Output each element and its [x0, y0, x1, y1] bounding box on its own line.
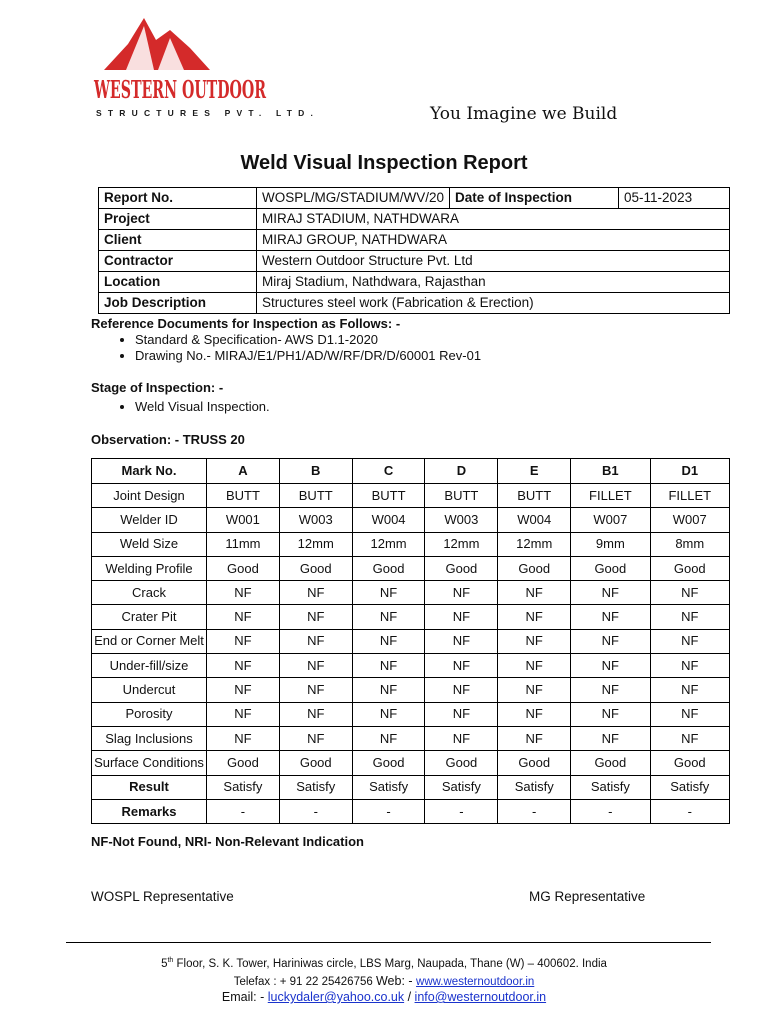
- observation-cell: 12mm: [425, 532, 498, 556]
- mark-column-header: C: [352, 459, 425, 484]
- observation-cell: -: [571, 799, 650, 823]
- observation-cell: NF: [498, 605, 571, 629]
- date-value: 05-11-2023: [619, 188, 730, 209]
- observation-cell: NF: [352, 629, 425, 653]
- observation-cell: NF: [498, 726, 571, 750]
- info-row: [99, 272, 730, 293]
- observation-cell: NF: [425, 678, 498, 702]
- observation-cell: NF: [425, 581, 498, 605]
- observation-cell: NF: [650, 629, 729, 653]
- report-no-value: WOSPL/MG/STADIUM/WV/20: [257, 188, 450, 209]
- observation-cell: NF: [207, 678, 280, 702]
- observation-cell: BUTT: [352, 484, 425, 508]
- observation-cell: NF: [571, 629, 650, 653]
- observation-cell: NF: [425, 654, 498, 678]
- observation-cell: Good: [498, 556, 571, 580]
- stage-heading: Stage of Inspection: -: [91, 380, 224, 395]
- observation-row: [92, 629, 730, 653]
- observation-row: [92, 484, 730, 508]
- observation-row: [92, 556, 730, 580]
- observation-cell: -: [279, 799, 352, 823]
- observation-cell: NF: [352, 702, 425, 726]
- observation-cell: NF: [650, 702, 729, 726]
- legend-note: NF-Not Found, NRI- Non-Relevant Indication: [91, 834, 364, 849]
- observation-row: [92, 775, 730, 799]
- report-no-label: Report No.: [99, 188, 257, 209]
- reference-heading: Reference Documents for Inspection as Follows: -: [91, 316, 401, 331]
- footer-email: [0, 990, 768, 1004]
- observation-cell: Good: [571, 556, 650, 580]
- observation-cell: 8mm: [650, 532, 729, 556]
- observation-heading: Observation: - TRUSS 20: [91, 432, 245, 447]
- observation-cell: NF: [650, 678, 729, 702]
- observation-cell: NF: [279, 702, 352, 726]
- report-title: Weld Visual Inspection Report: [240, 152, 528, 174]
- row-label: Welder ID: [92, 508, 207, 532]
- row-label: Result: [92, 775, 207, 799]
- row-label: Crack: [92, 581, 207, 605]
- observation-cell: -: [207, 799, 280, 823]
- mark-column-header: B: [279, 459, 352, 484]
- observation-cell: Good: [207, 751, 280, 775]
- date-label: Date of Inspection: [450, 188, 619, 209]
- observation-cell: NF: [498, 678, 571, 702]
- mark-column-header: D1: [650, 459, 729, 484]
- observation-cell: Good: [279, 556, 352, 580]
- observation-cell: NF: [352, 726, 425, 750]
- info-value: MIRAJ GROUP, NATHDWARA: [257, 230, 730, 251]
- tent-logo-icon: [92, 14, 272, 114]
- stage-list: [91, 399, 270, 415]
- observation-row: [92, 605, 730, 629]
- observation-cell: BUTT: [207, 484, 280, 508]
- info-row: [99, 251, 730, 272]
- row-label: Welding Profile: [92, 556, 207, 580]
- observation-cell: NF: [279, 726, 352, 750]
- logo-subtitle: STRUCTURES PVT. LTD.: [96, 108, 320, 118]
- observation-cell: Satisfy: [650, 775, 729, 799]
- observation-cell: Good: [571, 751, 650, 775]
- observation-cell: NF: [352, 581, 425, 605]
- row-label: Joint Design: [92, 484, 207, 508]
- observation-cell: 12mm: [279, 532, 352, 556]
- observation-cell: 11mm: [207, 532, 280, 556]
- observation-cell: W007: [571, 508, 650, 532]
- email-label: Email: -: [221, 990, 268, 1004]
- info-label: Client: [99, 230, 257, 251]
- observation-cell: -: [650, 799, 729, 823]
- row-label: Undercut: [92, 678, 207, 702]
- observation-row: [92, 751, 730, 775]
- company-tagline: You Imagine we Build: [430, 104, 618, 124]
- observation-cell: NF: [279, 629, 352, 653]
- observation-cell: NF: [571, 654, 650, 678]
- observation-cell: NF: [352, 678, 425, 702]
- observation-cell: FILLET: [650, 484, 729, 508]
- observation-cell: Satisfy: [498, 775, 571, 799]
- website-link[interactable]: www.westernoutdoor.in: [416, 976, 535, 988]
- observation-cell: Satisfy: [571, 775, 650, 799]
- info-label: Location: [99, 272, 257, 293]
- mark-no-header: Mark No.: [92, 459, 207, 484]
- observation-cell: Good: [650, 556, 729, 580]
- observation-row: [92, 702, 730, 726]
- reference-item: • Drawing No.- MIRAJ/E1/PH1/AD/W/RF/DR/D/60001 Rev-01: [135, 348, 481, 364]
- observation-cell: Good: [650, 751, 729, 775]
- observation-cell: NF: [498, 581, 571, 605]
- observation-cell: 9mm: [571, 532, 650, 556]
- observation-cell: NF: [207, 654, 280, 678]
- observation-cell: Good: [352, 751, 425, 775]
- observation-cell: NF: [650, 726, 729, 750]
- observation-cell: W003: [279, 508, 352, 532]
- observation-cell: NF: [279, 654, 352, 678]
- observation-cell: BUTT: [498, 484, 571, 508]
- info-value: Western Outdoor Structure Pvt. Ltd: [257, 251, 730, 272]
- row-label: End or Corner Melt: [92, 629, 207, 653]
- observation-cell: Satisfy: [352, 775, 425, 799]
- observation-cell: Good: [352, 556, 425, 580]
- observation-row: [92, 726, 730, 750]
- email-link-2[interactable]: info@westernoutdoor.in: [414, 990, 547, 1004]
- observation-cell: Good: [498, 751, 571, 775]
- observation-cell: W007: [650, 508, 729, 532]
- observation-cell: NF: [571, 678, 650, 702]
- observation-cell: NF: [425, 629, 498, 653]
- row-label: Remarks: [92, 799, 207, 823]
- observation-header-row: [92, 459, 730, 484]
- observation-row: [92, 799, 730, 823]
- observation-cell: 12mm: [352, 532, 425, 556]
- observation-cell: NF: [498, 629, 571, 653]
- observation-cell: NF: [425, 605, 498, 629]
- floor-number: 5: [161, 957, 168, 970]
- observation-cell: NF: [425, 726, 498, 750]
- observation-cell: NF: [571, 726, 650, 750]
- observation-row: [92, 654, 730, 678]
- row-label: Under-fill/size: [92, 654, 207, 678]
- observation-cell: NF: [352, 654, 425, 678]
- observation-cell: NF: [279, 581, 352, 605]
- observation-cell: 12mm: [498, 532, 571, 556]
- info-row: [99, 188, 730, 209]
- observation-cell: W001: [207, 508, 280, 532]
- observation-cell: NF: [498, 702, 571, 726]
- observation-cell: Satisfy: [425, 775, 498, 799]
- row-label: Slag Inclusions: [92, 726, 207, 750]
- observation-cell: NF: [207, 702, 280, 726]
- observation-cell: NF: [425, 702, 498, 726]
- observation-row: [92, 532, 730, 556]
- observation-cell: -: [498, 799, 571, 823]
- footer-address: [0, 957, 768, 970]
- observation-cell: NF: [650, 654, 729, 678]
- reference-item: • Standard & Specification- AWS D1.1-2020: [135, 332, 481, 348]
- address-text: Floor, S. K. Tower, Hariniwas circle, LBS Marg, Naupada, Thane (W) – 400602. India: [173, 957, 607, 970]
- observation-cell: Good: [279, 751, 352, 775]
- observation-table: [91, 458, 730, 824]
- svg-text:WESTERN OUTDOOR: WESTERN OUTDOOR: [93, 75, 267, 104]
- observation-cell: Good: [207, 556, 280, 580]
- info-value: Miraj Stadium, Nathdwara, Rajasthan: [257, 272, 730, 293]
- info-row: [99, 230, 730, 251]
- report-info-table: [98, 187, 730, 314]
- mark-column-header: A: [207, 459, 280, 484]
- info-row: [99, 209, 730, 230]
- observation-cell: NF: [207, 581, 280, 605]
- web-label: Web: -: [375, 974, 417, 988]
- info-label: Contractor: [99, 251, 257, 272]
- row-label: Porosity: [92, 702, 207, 726]
- info-label: Project: [99, 209, 257, 230]
- observation-cell: FILLET: [571, 484, 650, 508]
- observation-cell: BUTT: [425, 484, 498, 508]
- observation-cell: W004: [498, 508, 571, 532]
- observation-cell: Good: [425, 556, 498, 580]
- observation-cell: BUTT: [279, 484, 352, 508]
- floor-suffix: th: [167, 957, 174, 964]
- email-link-1[interactable]: luckydaler@yahoo.co.uk: [267, 990, 405, 1004]
- observation-cell: NF: [207, 726, 280, 750]
- row-label: Surface Conditions: [92, 751, 207, 775]
- company-logo: [92, 14, 272, 122]
- observation-cell: W003: [425, 508, 498, 532]
- observation-row: [92, 508, 730, 532]
- reference-list: [91, 332, 481, 364]
- observation-cell: Good: [425, 751, 498, 775]
- info-value: Structures steel work (Fabrication & Erection): [257, 293, 730, 314]
- observation-cell: NF: [498, 654, 571, 678]
- row-label: Weld Size: [92, 532, 207, 556]
- observation-cell: NF: [207, 629, 280, 653]
- observation-cell: NF: [352, 605, 425, 629]
- observation-cell: NF: [279, 678, 352, 702]
- row-label: Crater Pit: [92, 605, 207, 629]
- info-label: Job Description: [99, 293, 257, 314]
- info-value: MIRAJ STADIUM, NATHDWARA: [257, 209, 730, 230]
- observation-cell: NF: [571, 605, 650, 629]
- observation-cell: NF: [571, 702, 650, 726]
- footer-contact: [0, 974, 768, 988]
- mg-representative: MG Representative: [529, 889, 646, 904]
- mark-column-header: B1: [571, 459, 650, 484]
- telefax: Telefax : + 91 22 25426756: [233, 976, 376, 988]
- observation-cell: -: [425, 799, 498, 823]
- email-separator: /: [404, 990, 415, 1004]
- observation-cell: Satisfy: [279, 775, 352, 799]
- observation-cell: NF: [650, 605, 729, 629]
- observation-row: [92, 581, 730, 605]
- observation-cell: NF: [571, 581, 650, 605]
- info-row: [99, 293, 730, 314]
- observation-cell: W004: [352, 508, 425, 532]
- mark-column-header: E: [498, 459, 571, 484]
- observation-cell: NF: [207, 605, 280, 629]
- observation-cell: NF: [279, 605, 352, 629]
- mark-column-header: D: [425, 459, 498, 484]
- footer-divider: [66, 942, 711, 943]
- wospl-representative: WOSPL Representative: [91, 889, 234, 904]
- observation-row: [92, 678, 730, 702]
- observation-cell: Satisfy: [207, 775, 280, 799]
- observation-cell: -: [352, 799, 425, 823]
- stage-item: • Weld Visual Inspection.: [135, 399, 270, 415]
- observation-cell: NF: [650, 581, 729, 605]
